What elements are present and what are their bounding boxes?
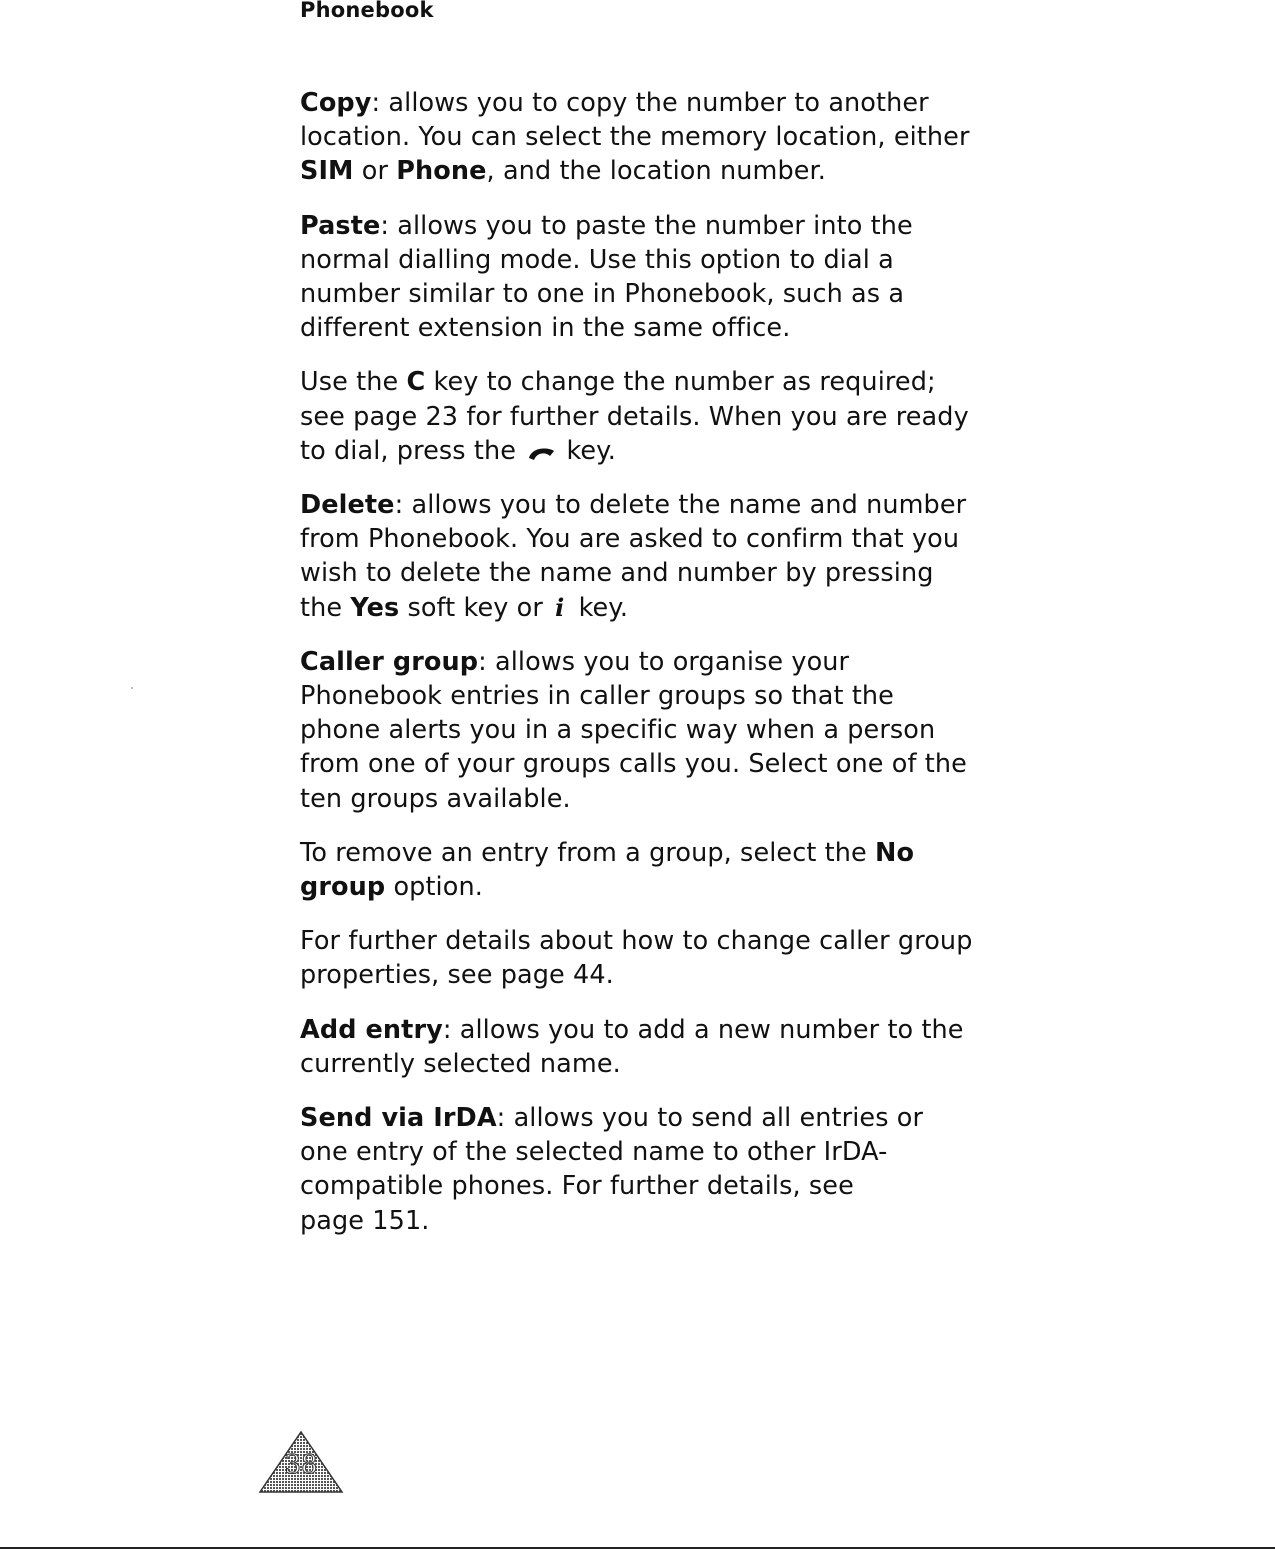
i-key-icon: i	[555, 592, 565, 622]
term-copy: Copy	[300, 88, 372, 118]
term-delete: Delete	[300, 490, 395, 521]
use-c-text-c: key.	[558, 435, 616, 466]
use-c-text-a: Use the	[300, 367, 407, 398]
page-content	[300, 86, 990, 1258]
paragraph-add-entry	[300, 1013, 990, 1081]
copy-text-a: : allows you to copy the number to another location. You can select the memory location, either	[300, 88, 970, 153]
remove-text-a: To remove an entry from a group, select the	[300, 837, 875, 868]
paragraph-further-details	[300, 924, 990, 992]
term-sim: SIM	[300, 156, 354, 187]
paragraph-paste	[300, 209, 990, 346]
page-number-triangle	[258, 1430, 344, 1494]
page-number: 38	[284, 1450, 318, 1480]
delete-text-a: : allows you to delete the name and number from Phonebook. You are asked to confirm that you wish to delete the name and number by pressing the	[300, 490, 967, 623]
running-header: Phonebook	[300, 0, 434, 22]
delete-text-c: key.	[570, 592, 629, 623]
caller-group-text: : allows you to organise your Phonebook entries in caller groups so that the phone alerts you in a specific way when a person from one of your groups calls you. Select one of the ten groups available.	[300, 646, 967, 814]
send-irda-text: : allows you to send all entries or one entry of the selected name to other IrDA- compatible phones. For further details, see page 151.	[300, 1103, 924, 1236]
term-phone: Phone	[396, 156, 487, 187]
paragraph-delete	[300, 488, 990, 625]
send-call-key-icon	[524, 436, 558, 456]
term-no: No	[875, 837, 915, 868]
term-yes: Yes	[350, 592, 400, 623]
paragraph-caller-group	[300, 645, 990, 816]
further-text: For further details about how to change caller group properties, see page 44.	[300, 926, 973, 991]
copy-or: or	[353, 156, 397, 187]
c-key: C	[406, 367, 426, 398]
scan-speck	[131, 687, 133, 689]
bottom-rule	[0, 1547, 1275, 1549]
copy-text-b: , and the location number.	[486, 156, 826, 187]
paragraph-copy	[300, 86, 990, 189]
use-c-text-b: key to change the number as required; see page 23 for further details. When you are ready to dial, press the	[300, 367, 969, 466]
remove-text-c: option.	[385, 872, 483, 903]
paragraph-use-c-key	[300, 365, 990, 468]
paragraph-send-irda	[300, 1101, 990, 1238]
term-caller-group: Caller group	[300, 646, 479, 677]
term-add-entry: Add entry	[300, 1014, 443, 1045]
term-paste: Paste	[300, 210, 381, 241]
term-send-via-irda: Send via IrDA	[300, 1103, 497, 1134]
add-entry-text: : allows you to add a new number to the currently selected name.	[300, 1014, 964, 1079]
delete-text-b: soft key or	[399, 592, 552, 623]
term-group: group	[300, 872, 386, 903]
paste-text: : allows you to paste the number into the normal dialling mode. Use this option to dial a number similar to one in Phonebook, such as a different extension in the same office.	[300, 210, 913, 344]
paragraph-remove-entry	[300, 836, 990, 904]
